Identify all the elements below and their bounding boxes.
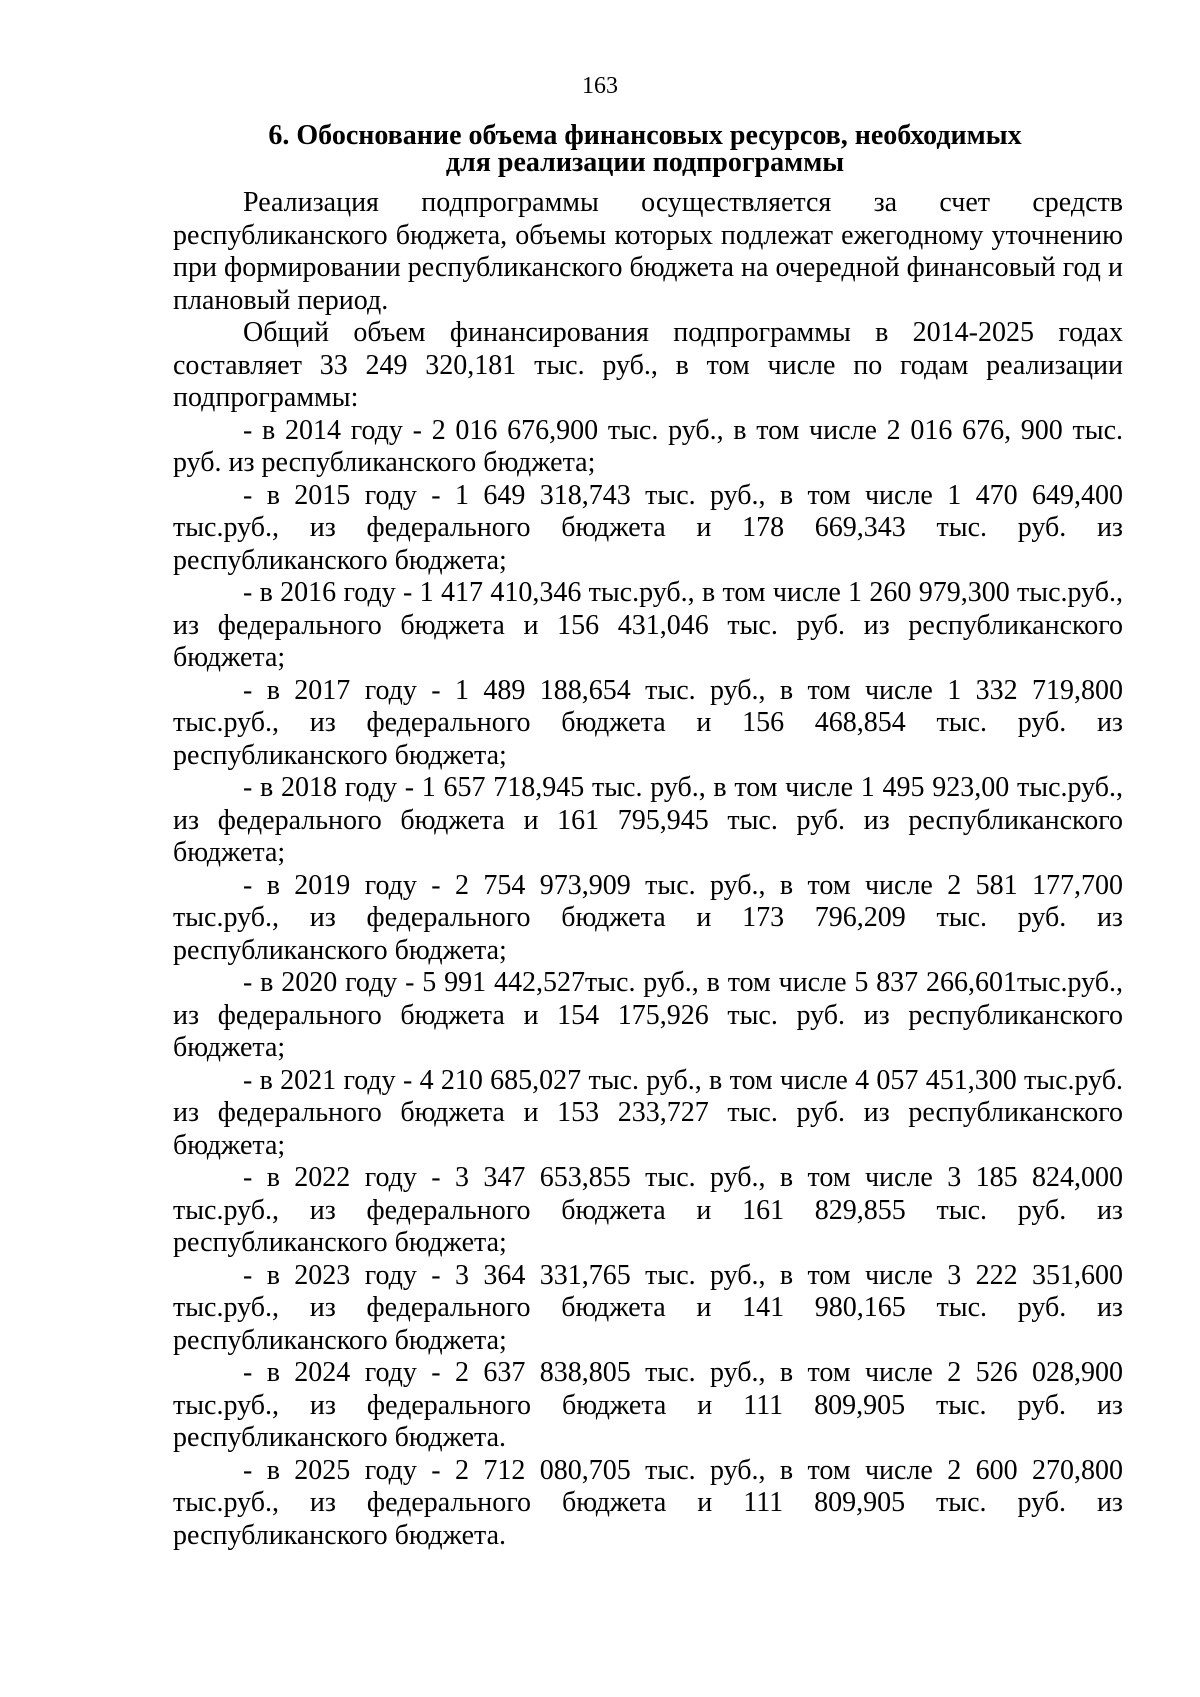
paragraph-total-funding: Общий объем финансирования подпрограммы в 2014-2025 годах составляет 33 249 320,181 тыс. руб., в том числе по годам реализации подпрограммы: <box>173 317 1123 413</box>
section-heading-line-1: 6. Обоснование объема финансовых ресурсов, необходимых <box>268 120 1022 151</box>
funding-item-2019: - в 2019 году - 2 754 973,909 тыс. руб., в том числе 2 581 177,700 тыс.руб., из федерального бюджета и 173 796,209 тыс. руб. из республиканского бюджета; <box>173 869 1123 966</box>
funding-item-2020: - в 2020 году - 5 991 442,527тыс. руб., в том числе 5 837 266,601тыс.руб., из федерального бюджета и 154 175,926 тыс. руб. из республиканского бюджета; <box>173 967 1123 1063</box>
funding-item-2021: - в 2021 году - 4 210 685,027 тыс. руб., в том числе 4 057 451,300 тыс.руб. из федерального бюджета и 153 233,727 тыс. руб. из республиканского бюджета; <box>173 1064 1123 1161</box>
section-heading <box>170 122 1120 176</box>
funding-item-2015: - в 2015 году - 1 649 318,743 тыс. руб., в том числе 1 470 649,400 тыс.руб., из федерального бюджета и 178 669,343 тыс. руб. из республиканского бюджета; <box>173 479 1123 576</box>
funding-item-2017: - в 2017 году - 1 489 188,654 тыс. руб., в том числе 1 332 719,800 тыс.руб., из федерального бюджета и 156 468,854 тыс. руб. из республиканского бюджета; <box>173 674 1123 771</box>
paragraph-implementation: Реализация подпрограммы осуществляется за счет средств республиканского бюджета, объемы которых подлежат ежегодному уточнению при формировании республиканского бюджета на очередной финансовый год и плановый период. <box>173 187 1123 316</box>
funding-item-2022: - в 2022 году - 3 347 653,855 тыс. руб., в том числе 3 185 824,000 тыс.руб., из федерального бюджета и 161 829,855 тыс. руб. из республиканского бюджета; <box>173 1162 1123 1258</box>
funding-item-2014: - в 2014 году - 2 016 676,900 тыс. руб., в том числе 2 016 676, 900 тыс. руб. из республиканского бюджета; <box>173 414 1123 478</box>
page-number: 163 <box>582 73 618 99</box>
funding-item-2023: - в 2023 году - 3 364 331,765 тыс. руб., в том числе 3 222 351,600 тыс.руб., из федерального бюджета и 141 980,165 тыс. руб. из республиканского бюджета; <box>173 1259 1123 1356</box>
funding-item-2025: - в 2025 году - 2 712 080,705 тыс. руб., в том числе 2 600 270,800 тыс.руб., из федерального бюджета и 111 809,905 тыс. руб. из республиканского бюджета. <box>173 1454 1123 1551</box>
section-heading-line-2: для реализации подпрограммы <box>445 147 845 178</box>
funding-item-2018: - в 2018 году - 1 657 718,945 тыс. руб., в том числе 1 495 923,00 тыс.руб., из федерального бюджета и 161 795,945 тыс. руб. из республиканского бюджета; <box>173 772 1123 868</box>
funding-item-2016: - в 2016 году - 1 417 410,346 тыс.руб., в том числе 1 260 979,300 тыс.руб., из федерального бюджета и 156 431,046 тыс. руб. из республиканского бюджета; <box>173 577 1123 673</box>
funding-item-2024: - в 2024 году - 2 637 838,805 тыс. руб., в том числе 2 526 028,900 тыс.руб., из федерального бюджета и 111 809,905 тыс. руб. из республиканского бюджета. <box>173 1357 1123 1453</box>
document-body <box>173 187 1123 1552</box>
